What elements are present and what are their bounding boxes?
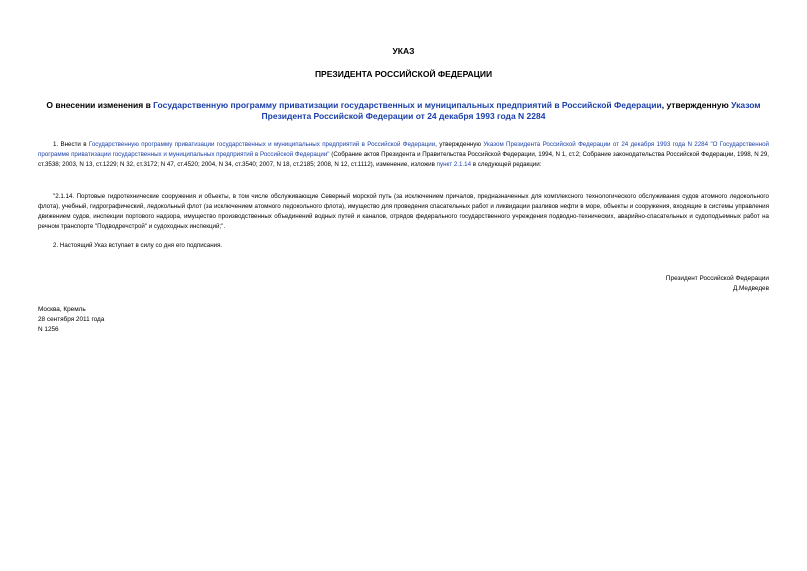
document-type-title: УКАЗ	[392, 46, 415, 56]
heading-prefix: О внесении изменения в	[46, 100, 154, 110]
heading-link-program[interactable]: Государственную программу приватизации государственных и муниципальных предприятий в Российской Федерации	[153, 100, 662, 110]
document-heading	[38, 100, 769, 122]
signing-date: 28 сентября 2011 года	[38, 316, 105, 323]
p1-text-5: в следующей редакции:	[471, 161, 542, 168]
p1-link-clause[interactable]: пункт 2.1.14	[436, 161, 472, 168]
heading-middle: , утвержденную	[661, 100, 732, 110]
document-number: N 1256	[38, 326, 59, 333]
p1-link-decree-title[interactable]: "О Государственной программе приватизации государственных и муниципальных предприятий в Российской Федерации"	[38, 141, 769, 158]
signature-name: Д.Медведев	[732, 285, 769, 292]
p1-text-4: (Собрание актов Президента и Правительства Российской Федерации, 1994, N 1, ст.2; Собрание законодательства Российской Федерации, 1998, N 29, ст.3538; 2003, N 13, ст.1229; N 32, ст.3172; N 47, ст.4520; 2004, N 34, ст.3540; 2007, N 18, ст.2185; 2008, N 12, ст.1112), изменение, изложив	[38, 151, 770, 168]
issuer-title: ПРЕЗИДЕНТА РОССИЙСКОЙ ФЕДЕРАЦИИ	[314, 69, 493, 79]
paragraph-2-amendment-text: "2.1.14. Портовые гидротехнические сооружения и объекты, в том числе обслуживающие Северный морской путь (за исключением причалов, предназначенных для комплексного технологического обслуживания судов атомного ледокольного флота), учебный, гидрографический, ледокольный флот (за исключением атомного ледокольного флота), имущество для проведения спасательных работ и ликвидации разливов нефти в море, объекты и сооружения, входящие в системы управления движением судов, инспекции портового надзора, имущество производственных объединений водных путей и каналов, отрядов федерального государственного учреждения подводно-технических, аварийно-спасательных и судоподъемных работ на речном транспорте "Подводречстрой" и судоходных инспекций;".	[38, 193, 769, 230]
signature-title: Президент Российской Федерации	[665, 275, 769, 282]
paragraph-1	[38, 140, 769, 170]
p1-link-decree[interactable]: Указом Президента Российской Федерации от 24 декабря 1993 года N 2284	[483, 141, 709, 148]
signing-place: Москва, Кремль	[38, 306, 86, 313]
paragraph-3: 2. Настоящий Указ вступает в силу со дня его подписания.	[53, 242, 223, 249]
p1-text-2: , утвержденную	[435, 141, 484, 148]
p1-link-program[interactable]: Государственную программу приватизации государственных и муниципальных предприятий в Российской Федерации	[88, 141, 436, 148]
p1-text-1: 1. Внести в	[53, 141, 89, 148]
heading-link-decree[interactable]: Указом Президента Российской Федерации от 24 декабря 1993 года N 2284	[261, 100, 761, 121]
